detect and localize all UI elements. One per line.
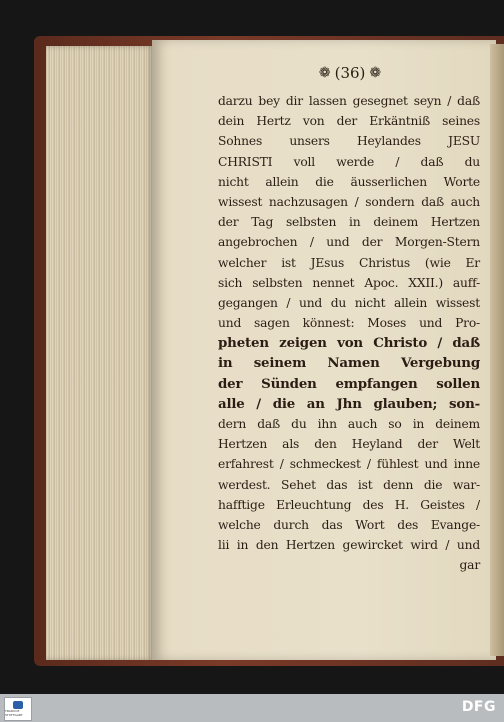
text-line: alle / die an Jhn glauben; son- [218, 395, 480, 412]
text-line: dern daß du ihn auch so in deinem [218, 417, 480, 431]
page-number: (36) [334, 64, 366, 82]
text-line: darzu bey dir lassen gesegnet seyn / daß [218, 94, 480, 108]
dfg-logo[interactable]: DFG [461, 699, 496, 715]
page-edges [46, 46, 154, 660]
body-text [218, 91, 480, 576]
text-line: und sagen könnest: Moses und Pro- [218, 316, 480, 331]
text-line: dein Hertz von der Erkäntniß seines [218, 114, 480, 129]
library-logo-caption: TRADUCE STUTTGART [5, 709, 23, 717]
text-line: werdest. Sehet das ist denn die war- [218, 477, 480, 492]
text-line: pheten zeigen von Christo / daß [218, 335, 480, 352]
text-line: gegangen / und du nicht allein wissest [218, 295, 480, 310]
library-logo-mark-icon [13, 701, 23, 709]
library-logo[interactable] [4, 697, 32, 721]
text-line: hafftige Erleuchtung des H. Geistes / [218, 497, 480, 512]
ornament-left-icon: ❁ [318, 65, 331, 81]
text-line: welche durch das Wort des Evange- [218, 517, 480, 532]
text-line: Sohnes unsers Heylandes JESU [218, 134, 480, 149]
text-line: CHRISTI voll werde / daß du [218, 154, 480, 169]
text-line: nicht allein die äusserlichen Worte [218, 174, 480, 189]
page-header [300, 62, 400, 84]
text-line: in seinem Namen Vergebung [218, 355, 480, 372]
text-line: welcher ist JEsus Christus (wie Er [218, 255, 480, 270]
text-line: lii in den Hertzen gewircket wird / und [218, 538, 480, 553]
text-line: gar [459, 558, 480, 573]
viewer-footer-bar [0, 694, 504, 722]
text-line: Hertzen als den Heyland der Welt [218, 437, 480, 452]
text-line: wissest nachzusagen / sondern daß auch [218, 194, 480, 209]
ornament-right-icon: ❁ [369, 65, 382, 81]
text-line: erfahrest / schmeckest / fühlest und inne [218, 457, 480, 472]
text-line: der Sünden empfangen sollen [218, 375, 480, 392]
page-right-edge [490, 44, 504, 656]
text-line: der Tag selbsten in deinem Hertzen [218, 215, 480, 230]
text-line: angebrochen / und der Morgen-Stern [218, 235, 480, 250]
text-line: sich selbsten nennet Apoc. XXII.) auff- [218, 275, 480, 290]
